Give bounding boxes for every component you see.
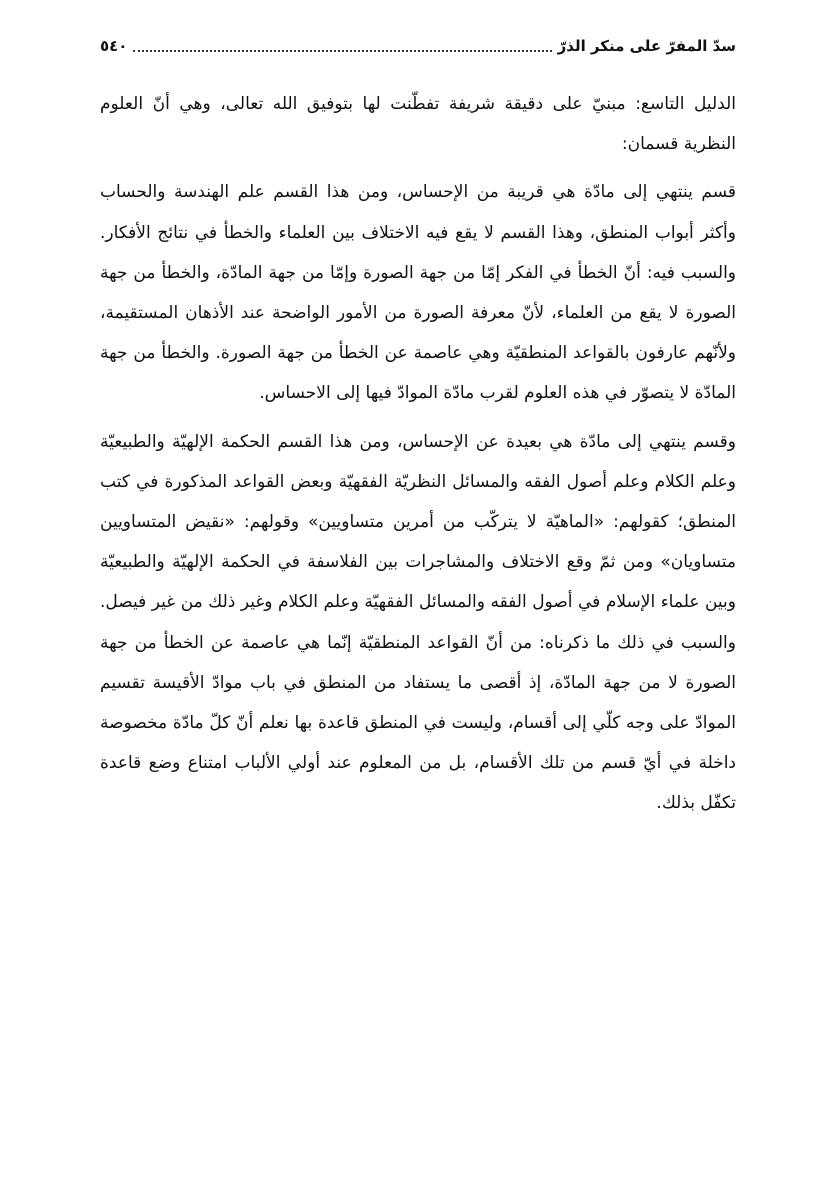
page-body	[100, 84, 736, 832]
page-header	[100, 32, 736, 60]
header-dot-leader	[133, 40, 551, 52]
page-number: ٥٤٠	[100, 37, 128, 55]
running-title: سدّ المفرّ على منكر الذرّ	[557, 37, 736, 55]
paragraph-intro: الدليل التاسع: مبنيّ على دقيقة شريفة تفطّنت لها بتوفيق الله تعالى، وهي أنّ العلوم النظرية قسمان:	[100, 94, 736, 155]
paragraph-first-section: قسم ينتهي إلى مادّة هي قريبة من الإحساس، ومن هذا القسم علم الهندسة والحساب وأكثر أبواب المنطق، وهذا القسم لا يقع فيه الاختلاف بين العلماء والخطأ في نتائج الأفكار. والسبب فيه: أنّ الخطأ في الفكر إمّا من جهة الصورة وإمّا من جهة المادّة، والخطأ من جهة الصورة لا يقع من العلماء، لأنّ معرفة الصورة من الأمور الواضحة عند الأذهان المستقيمة، ولأنّهم عارفون بالقواعد المنطقيّة وهي عاصمة عن الخطأ من جهة الصورة. والخطأ من جهة المادّة لا يتصوّر في هذه العلوم لقرب مادّة الموادّ فيها إلى الاحساس.	[100, 182, 736, 404]
paragraph-second-section: وقسم ينتهي إلى مادّة هي بعيدة عن الإحساس، ومن هذا القسم الحكمة الإلهيّة والطبيعيّة وعلم الكلام وعلم أصول الفقه والمسائل النظريّة الفقهيّة وبعض القواعد المذكورة في كتب المنطق؛ كقولهم: «الماهيّة لا يتركّب من أمرين متساويين» وقولهم: «نقيض المتساويين متساويان» ومن ثمّ وقع الاختلاف والمشاجرات بين الفلاسفة في الحكمة الإلهيّة والطبيعيّة وبين علماء الإسلام في أصول الفقه والمسائل الفقهيّة وعلم الكلام وغير ذلك من غير فيصل. والسبب في ذلك ما ذكرناه: من أنّ القواعد المنطقيّة إنّما هي عاصمة عن الخطأ من جهة الصورة لا من جهة المادّة، إذ أقصى ما يستفاد من المنطق في باب موادّ الأقيسة تقسيم الموادّ على وجه كلّي إلى أقسام، وليست في المنطق قاعدة بها نعلم أنّ كلّ مادّة مخصوصة داخلة في أيّ قسم من تلك الأقسام، بل من المعلوم عند أولي الألباب امتناع وضع قاعدة تكفّل بذلك.	[100, 431, 736, 814]
